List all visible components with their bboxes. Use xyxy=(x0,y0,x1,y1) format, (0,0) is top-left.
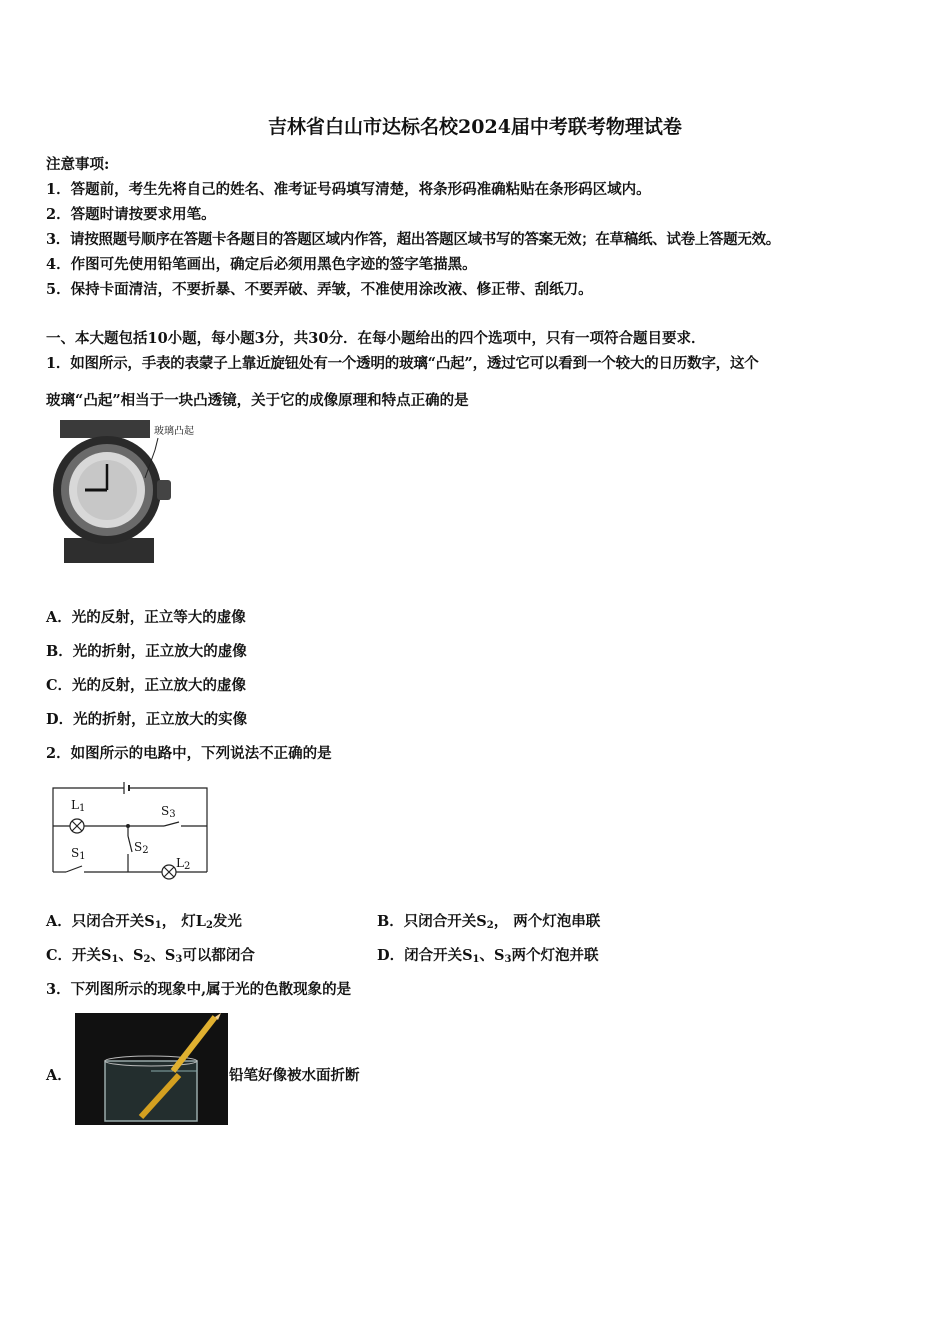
question-2-option-a[interactable]: A．只闭合开关$S_1$， 灯$L_2$发光 xyxy=(46,913,242,931)
question-1-option-a[interactable]: A．光的反射，正立等大的虚像 xyxy=(46,609,246,626)
question-1-stem-line2: 玻璃“凸起”相当于一块凸透镜，关于它的成像原理和特点正确的是 xyxy=(46,392,469,409)
question-1-option-d[interactable]: D．光的折射，正立放大的实像 xyxy=(46,711,248,728)
question-2-stem: 2．如图所示的电路中，下列说法不正确的是 xyxy=(46,745,332,762)
notice-item: 2．答题时请按要求用笔。 xyxy=(46,206,216,223)
label-s1: $S_1$ xyxy=(71,846,86,862)
notice-item: 3．请按照题号顺序在答题卡各题目的答题区域内作答，超出答题区域书写的答案无效；在草稿纸、试卷上答题无效。 xyxy=(46,231,780,248)
watch-icon xyxy=(50,420,215,565)
page-title: 吉林省白山市达标名校2024届中考联考物理试卷 xyxy=(268,116,682,138)
label-l2: $L_2$ xyxy=(176,856,191,872)
question-2-option-d[interactable]: D．闭合开关$S_1$、$S_3$两个灯泡并联 xyxy=(377,947,599,965)
question-3-option-a-letter[interactable]: A． xyxy=(46,1067,72,1084)
notice-item: 1．答题前，考生先将自己的姓名、准考证号码填写清楚，将条形码准确粘贴在条形码区域内。 xyxy=(46,181,651,198)
circuit-diagram xyxy=(44,778,214,882)
question-1-option-b[interactable]: B．光的折射，正立放大的虚像 xyxy=(46,643,247,660)
watch-figure-label: 玻璃凸起 xyxy=(154,426,194,437)
section-heading: 一、本大题包括10小题，每小题3分，共30分．在每小题给出的四个选项中，只有一项符合题目要求． xyxy=(46,330,706,347)
label-s3: $S_3$ xyxy=(161,804,176,820)
question-1-stem-line1: 1．如图所示，手表的表蒙子上靠近旋钮处有一个透明的玻璃“凸起”，透过它可以看到一个较大的日历数字，这个 xyxy=(46,355,759,372)
question-1-option-c[interactable]: C．光的反射，正立放大的虚像 xyxy=(46,677,247,694)
label-l1: $L_1$ xyxy=(71,798,86,814)
pencil-icon xyxy=(75,1013,228,1125)
watch-figure xyxy=(50,420,215,565)
label-s2: $S_2$ xyxy=(134,840,149,856)
question-2-option-b[interactable]: B．只闭合开关$S_2$， 两个灯泡串联 xyxy=(377,913,601,931)
notice-item: 5．保持卡面清洁，不要折暴、不要弄破、弄皱，不准使用涂改液、修正带、刮纸刀。 xyxy=(46,281,593,298)
pencil-in-water-photo xyxy=(75,1013,228,1125)
question-3-stem: 3．下列图所示的现象中,属于光的色散现象的是 xyxy=(46,981,352,998)
question-3-option-a-text: 铅笔好像被水面折断 xyxy=(229,1067,360,1084)
notice-item: 4．作图可先使用铅笔画出，确定后必须用黑色字迹的签字笔描黑。 xyxy=(46,256,477,273)
question-2-option-c[interactable]: C．开关$S_1$、$S_2$、$S_3$可以都闭合 xyxy=(46,947,255,965)
notice-heading: 注意事项: xyxy=(46,156,110,173)
